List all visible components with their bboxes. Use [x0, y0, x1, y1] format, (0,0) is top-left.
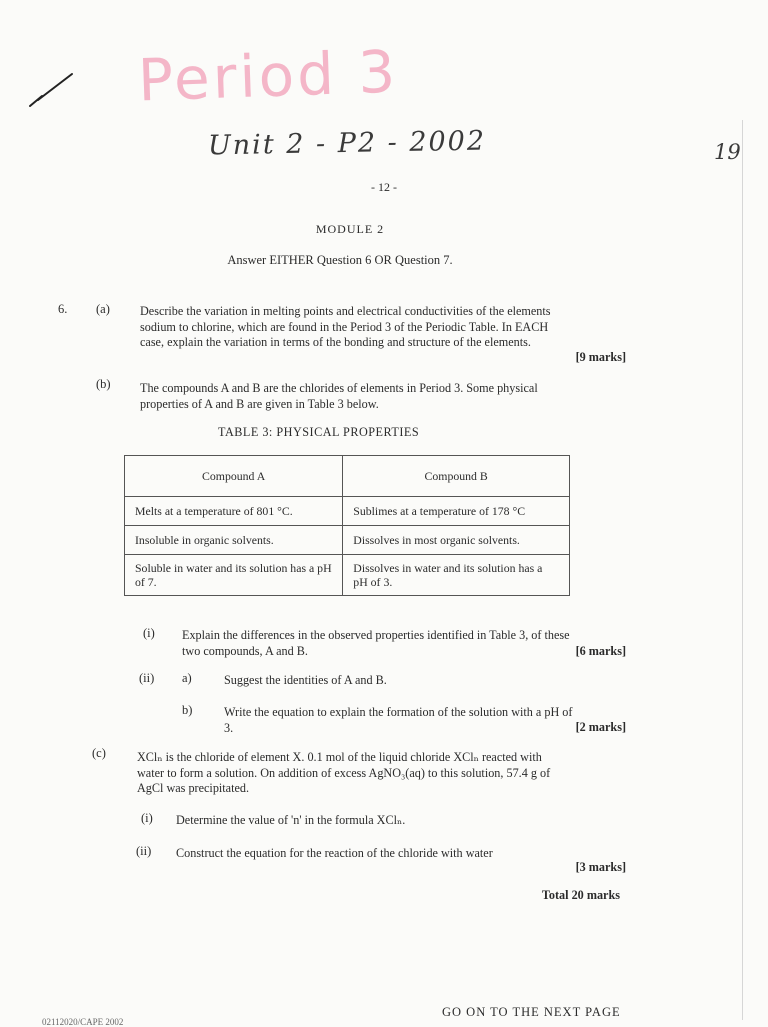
part-b-ii-b-label: b): [182, 703, 193, 717]
question-number: 6.: [58, 302, 68, 316]
text-line: two compounds, A and B.: [182, 643, 308, 658]
text-line: sodium to chlorine, which are found in the Period 3 of the Periodic Table. In EACH: [140, 319, 549, 334]
part-c-marks: [3 marks]: [575, 860, 626, 874]
part-b-text: [140, 381, 640, 412]
instruction: Answer EITHER Question 6 OR Question 7.: [227, 253, 453, 267]
part-b-i-label: (i): [143, 626, 155, 640]
part-c-text: [137, 750, 637, 797]
part-b-i-marks: [6 marks]: [575, 644, 626, 658]
paper-code: 02112020/CAPE 2002: [42, 1017, 124, 1027]
part-a-text: [140, 304, 640, 351]
table-cell: Dissolves in most organic solvents.: [343, 526, 570, 555]
part-b-ii-a-text: Suggest the identities of A and B.: [224, 673, 387, 687]
part-c-ii-label: (ii): [136, 844, 152, 858]
text-line: Describe the variation in melting points and electrical conductivities of the elements: [140, 304, 551, 318]
scan-edge-line: [742, 120, 743, 1020]
part-b-ii-label: (ii): [139, 671, 155, 685]
part-c-i-text: Determine the value of 'n' in the formula XClₙ.: [176, 813, 406, 827]
table-cell: Melts at a temperature of 801 °C.: [125, 497, 343, 526]
text-line: AgCl was precipitated.: [137, 781, 250, 795]
text-line: properties of A and B are given in Table 3 below.: [140, 396, 379, 411]
part-b-ii-a-label: a): [182, 671, 192, 685]
part-c-label: (c): [92, 746, 106, 760]
table-cell: Insoluble in organic solvents.: [125, 526, 343, 555]
table-row: [125, 497, 570, 526]
text-line: Write the equation to explain the formation of the solution with a pH of: [224, 705, 573, 719]
text-line: XClₙ is the chloride of element X. 0.1 mol of the liquid chloride XClₙ reacted with: [137, 750, 542, 764]
total-marks: Total 20 marks: [541, 888, 620, 902]
handwritten-title: Period 3: [136, 37, 400, 115]
part-a-label: (a): [96, 302, 110, 316]
table-header-cell: Compound A: [125, 456, 343, 497]
module-heading: MODULE 2: [315, 222, 385, 236]
text-line: The compounds A and B are the chlorides of elements in Period 3. Some physical: [140, 381, 538, 395]
go-on-notice: GO ON TO THE NEXT PAGE: [442, 1005, 621, 1019]
table-caption: TABLE 3: PHYSICAL PROPERTIES: [218, 425, 420, 439]
table-row: [125, 555, 570, 596]
table-cell: Dissolves in water and its solution has a pH of 3.: [343, 555, 570, 596]
text-line: water to form a solution. On addition of excess AgNO₃(aq) to this solution, 57.4 g of: [137, 765, 551, 780]
table-header-row: [125, 456, 570, 497]
part-c-ii-text: Construct the equation for the reaction of the chloride with water: [176, 846, 493, 860]
text-line: case, explain the variation in terms of the bonding and structure of the elements.: [140, 335, 531, 349]
text-line: Explain the differences in the observed properties identified in Table 3, of these: [182, 628, 570, 642]
handwritten-margin-note: 19: [714, 140, 741, 164]
table-cell: Soluble in water and its solution has a pH of 7.: [125, 555, 343, 596]
handwritten-subtitle: Unit 2 - P2 - 2002: [207, 125, 487, 162]
part-c-i-label: (i): [141, 811, 153, 825]
table-cell: Sublimes at a temperature of 178 °C: [343, 497, 570, 526]
part-b-ii-marks: [2 marks]: [575, 720, 626, 734]
part-a-marks: [9 marks]: [575, 350, 626, 364]
text-line: 3.: [224, 720, 234, 735]
part-b-label: (b): [96, 377, 111, 391]
table-header-cell: Compound B: [343, 456, 570, 497]
table-row: [125, 526, 570, 555]
page-number: - 12 -: [371, 180, 397, 194]
pen-stroke-mark: [28, 70, 74, 110]
properties-table: [124, 455, 570, 596]
